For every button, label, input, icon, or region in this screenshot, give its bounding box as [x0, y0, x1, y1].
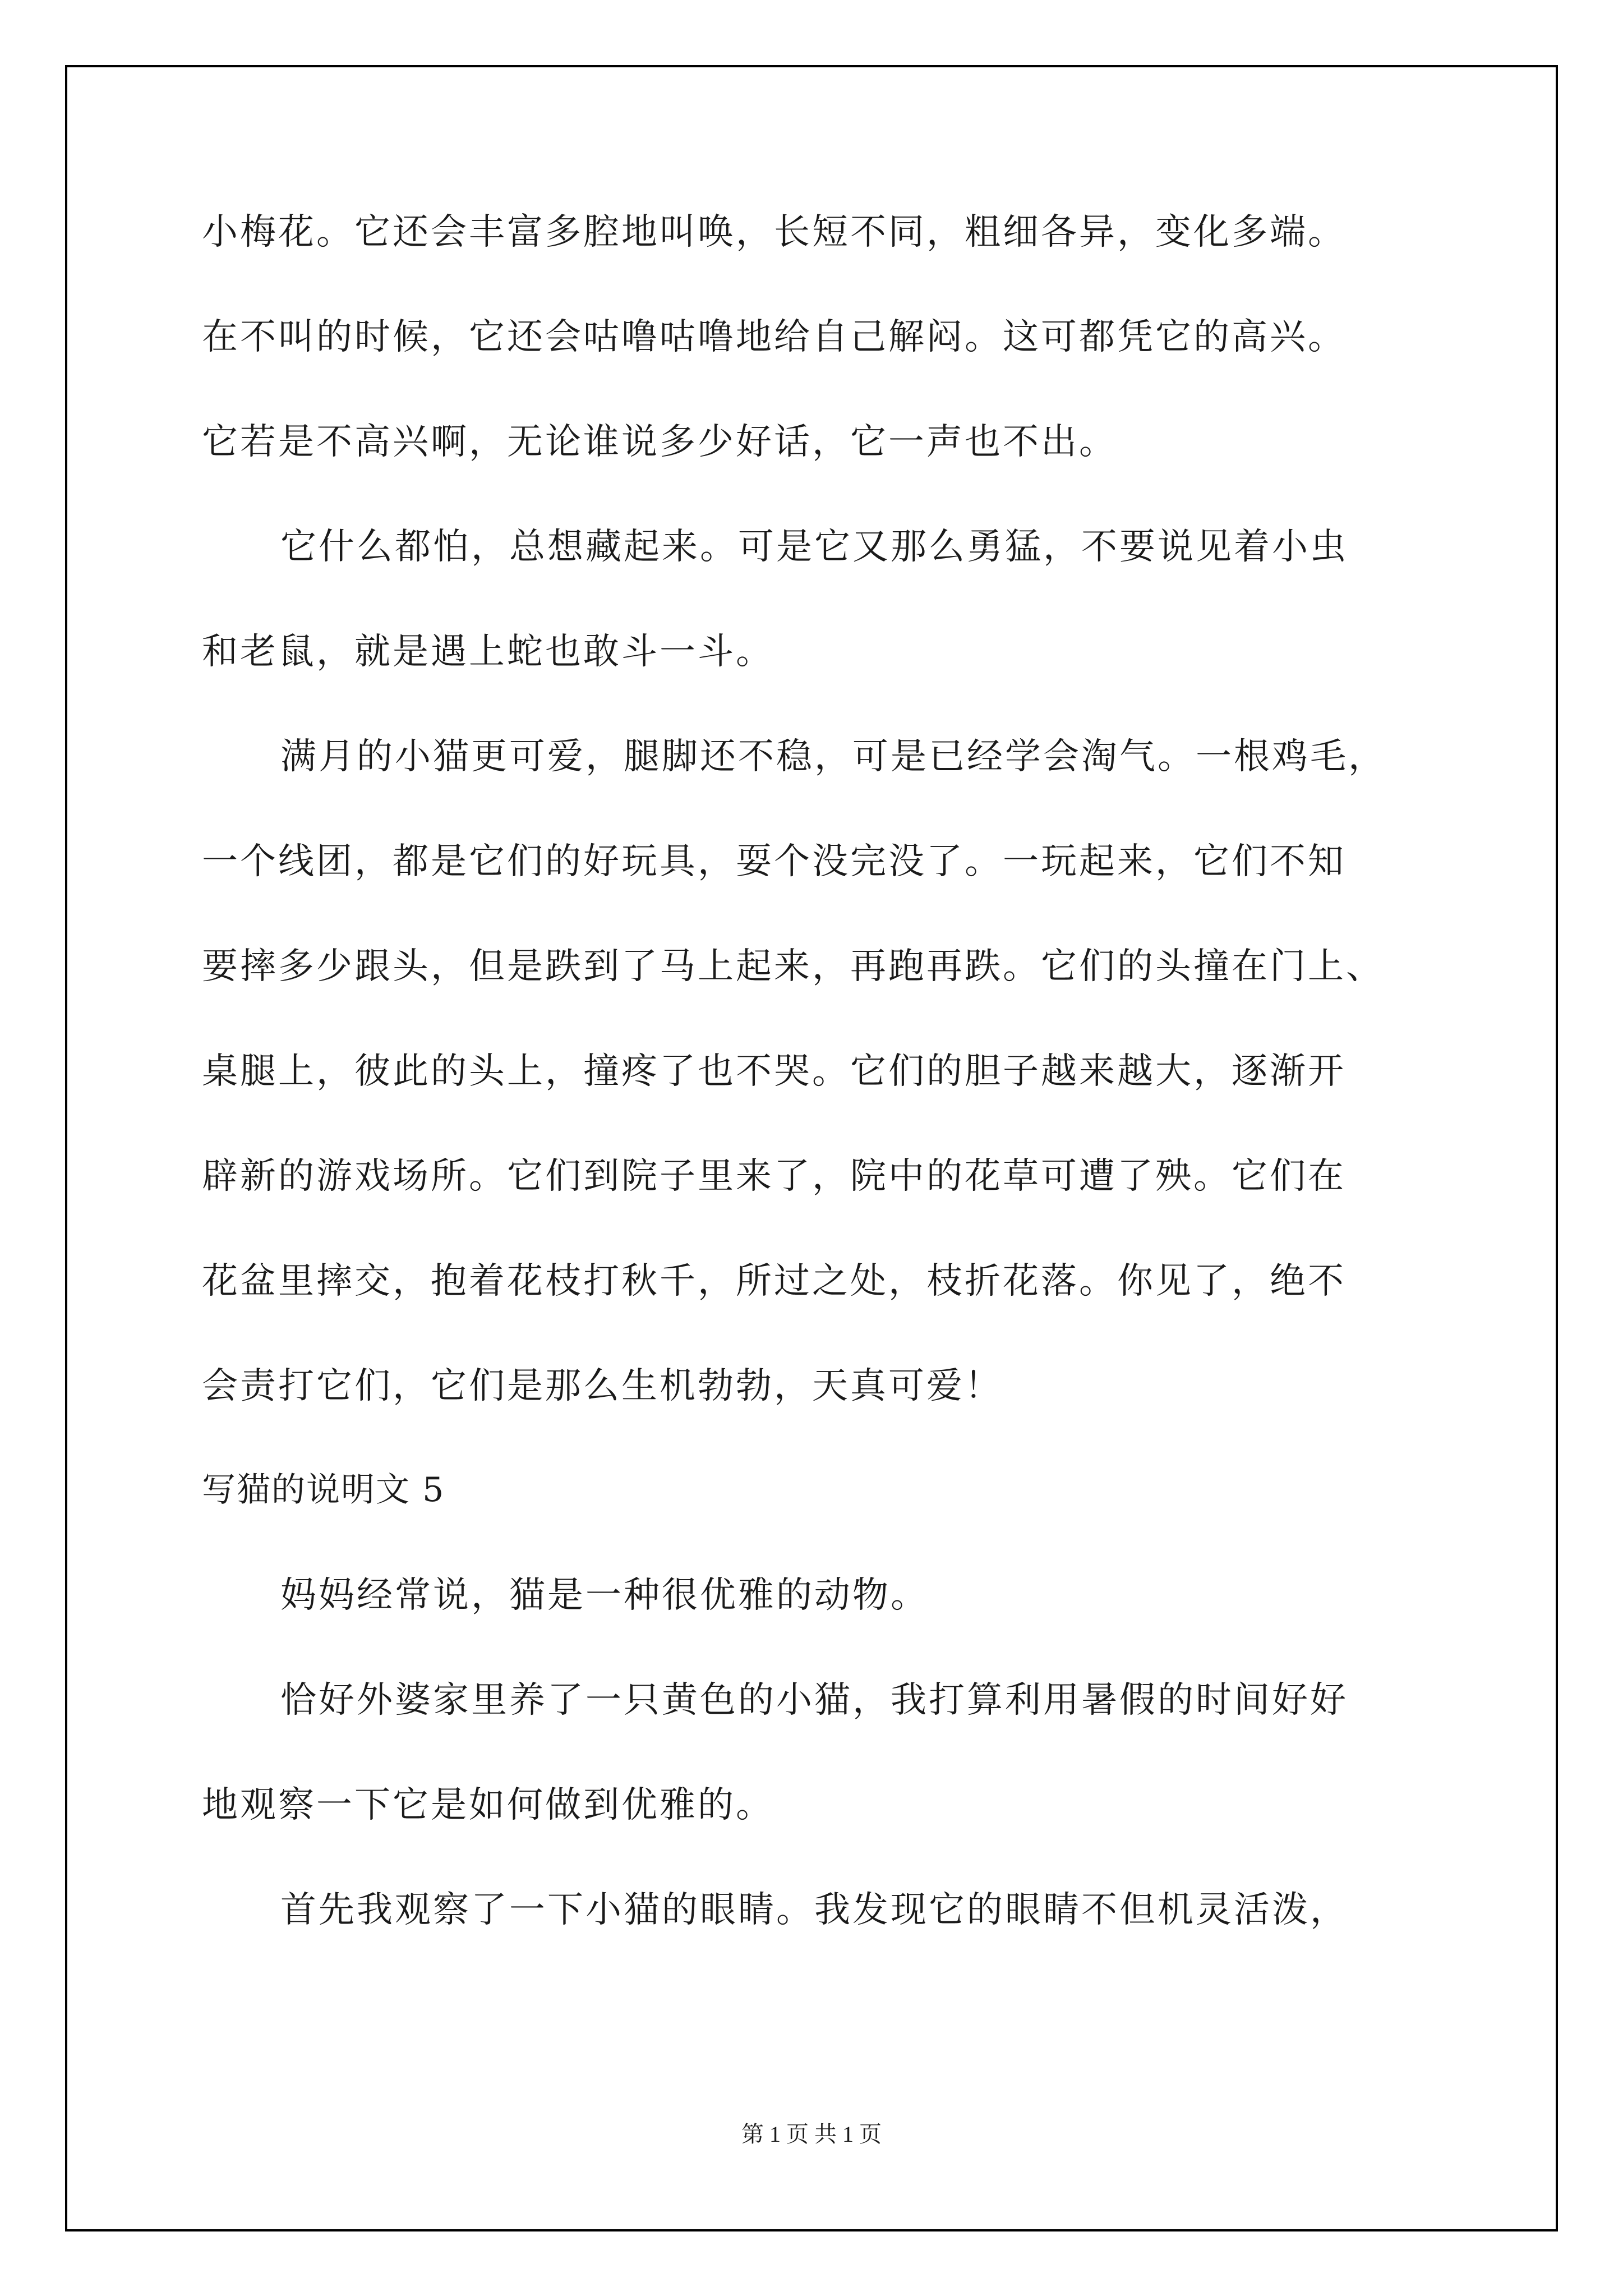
text-line: 和老鼠，就是遇上蛇也敢斗一斗。 [202, 631, 774, 673]
text-line: 一个线团，都是它们的好玩具，耍个没完没了。一玩起来，它们不知 [202, 841, 1346, 882]
paragraph-start-line: 妈妈经常说，猫是一种很优雅的动物。 [280, 1575, 929, 1616]
section-heading: 写猫的说明文 5 [202, 1470, 445, 1510]
paragraph-start-line: 首先我观察了一下小猫的眼睛。我发现它的眼睛不但机灵活泼， [280, 1889, 1348, 1931]
text-line: 花盆里摔交，抱着花枝打秋千，所过之处，枝折花落。你见了，绝不 [202, 1260, 1346, 1302]
text-line: 小梅花。它还会丰富多腔地叫唤，长短不同，粗细各异，变化多端。 [202, 211, 1346, 253]
text-line: 辟新的游戏场所。它们到院子里来了，院中的花草可遭了殃。它们在 [202, 1156, 1346, 1197]
text-line: 桌腿上，彼此的头上，撞疼了也不哭。它们的胆子越来越大，逐渐开 [202, 1051, 1346, 1092]
page-number: 第 1 页 共 1 页 [741, 2122, 882, 2147]
paragraph-start-line: 满月的小猫更可爱，腿脚还不稳，可是已经学会淘气。一根鸡毛， [280, 736, 1386, 777]
paragraph-start-line: 它什么都怕，总想藏起来。可是它又那么勇猛，不要说见着小虫 [280, 526, 1348, 568]
text-line: 会责打它们，它们是那么生机勃勃，天真可爱！ [202, 1365, 1003, 1407]
text-line: 要摔多少跟头，但是跌到了马上起来，再跑再跌。它们的头撞在门上、 [202, 946, 1384, 987]
paragraph-start-line: 恰好外婆家里养了一只黄色的小猫，我打算利用暑假的时间好好 [280, 1680, 1348, 1721]
text-line: 地观察一下它是如何做到优雅的。 [202, 1784, 774, 1826]
text-line: 它若是不高兴啊，无论谁说多少好话，它一声也不出。 [202, 421, 1117, 463]
text-line: 在不叫的时候，它还会咕噜咕噜地给自己解闷。这可都凭它的高兴。 [202, 316, 1346, 358]
